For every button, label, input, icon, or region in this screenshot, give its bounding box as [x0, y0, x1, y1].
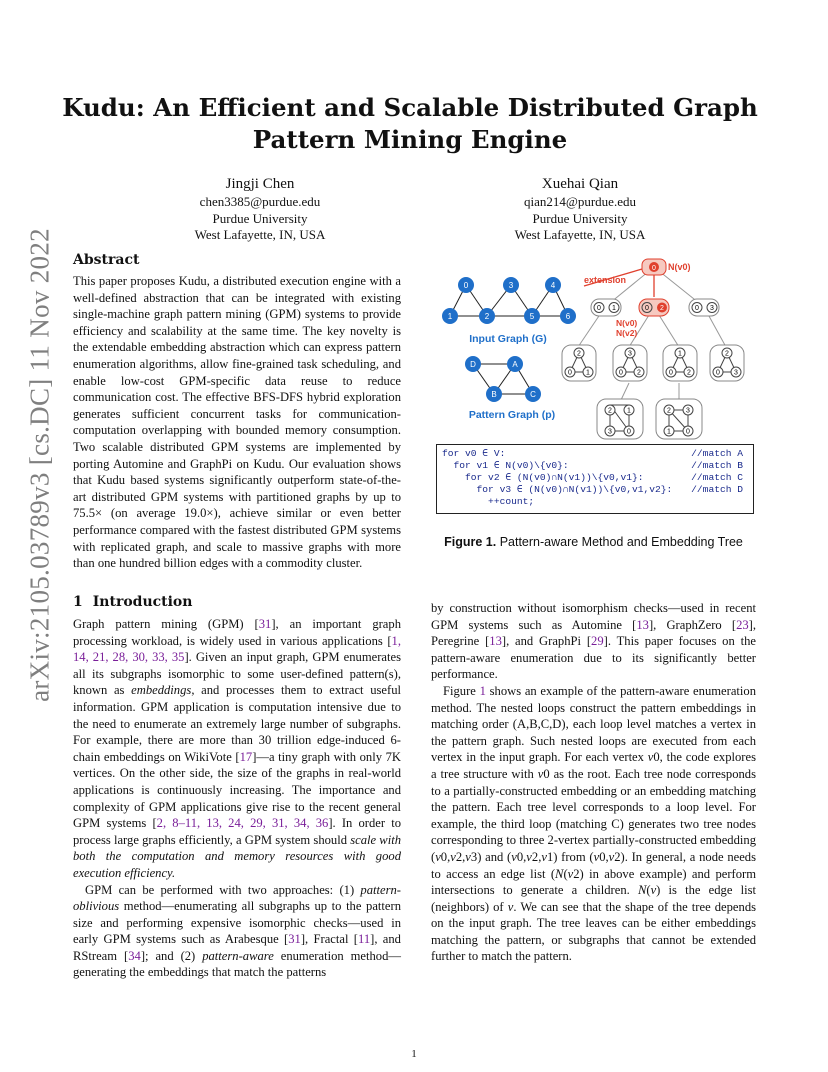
- tree-node: [663, 345, 697, 381]
- tree-node-label: 0: [695, 305, 699, 312]
- pattern-node-label: D: [470, 360, 476, 369]
- author-location: West Lafayette, IN, USA: [194, 227, 326, 242]
- tree-node-label: 2: [725, 350, 729, 358]
- tree-node: [710, 345, 744, 381]
- code-line: ++count;: [442, 496, 535, 507]
- page-number: 1: [411, 1048, 417, 1060]
- citation-link[interactable]: 34: [128, 948, 141, 963]
- tree-level-3: [562, 345, 744, 381]
- tree-node-label: 2: [667, 407, 671, 415]
- intro-paragraph: Graph pattern mining (GPM) [31], an important graph processing workload, is widely used in various applications [1, 14, 21, 28, 30, 33, 35]. Given an input graph, GPM enumerates all its subgraphs isomorphic to some user-defined pattern(s), known as embeddings, and processes them to extract useful information. GPM application is computation intensive due to the need to enumerate an extremely large number of subgraphs. For example, there are more than 30 trillion edge-induced 6-chain embeddings on WikiVote [17]—a tiny graph with only 7K vertices. On the other side, the size of the graphs in real-world applications is continuously increasing. The importance and complexity of GPM applications give rise to the recent general GPM systems [2, 8–11, 13, 24, 29, 31, 34, 36]. In order to process large graphs efficiently, a GPM system should scale with both the computation and memory resources with good execution efficiency.: [73, 617, 402, 880]
- tree-node-label: 0: [645, 305, 649, 312]
- pattern-graph: [465, 356, 541, 402]
- tree-level-2: [591, 299, 719, 338]
- tree-node-label: 0: [627, 428, 631, 436]
- tree-node-label: 3: [734, 369, 738, 377]
- tree-level-4: [597, 399, 702, 439]
- tree-node-label: 3: [628, 350, 632, 358]
- tree-node-label: 3: [710, 305, 714, 312]
- arxiv-stamp: arXiv:2105.03789v3 [cs.DC] 11 Nov 2022: [24, 228, 55, 702]
- citation-link[interactable]: 13: [489, 634, 502, 649]
- figure-link[interactable]: 1: [479, 683, 486, 698]
- tree-node-label: 2: [660, 305, 664, 312]
- tree-node-label: 2: [687, 369, 691, 377]
- section-heading: [73, 594, 192, 610]
- tree-node: [656, 399, 702, 439]
- graph-node-label: 5: [529, 312, 535, 321]
- figure-caption-label: Figure 1.: [444, 535, 497, 549]
- tree-node-label: 3: [686, 407, 690, 415]
- tree-node-label: 1: [627, 407, 631, 415]
- author-name: Jingji Chen: [225, 176, 295, 192]
- figure-caption: [431, 535, 756, 549]
- author-email: qian214@purdue.edu: [524, 194, 636, 209]
- nv0-label: N(v0): [616, 318, 638, 328]
- citation-link[interactable]: 29: [591, 634, 604, 649]
- tree-node-label: 0: [669, 369, 673, 377]
- tree-node: [562, 345, 596, 381]
- tree-node-label: 0: [652, 265, 656, 272]
- abstract-body: This paper proposes Kudu, a distributed execution engine with a well-defined abstraction that can be integrated with existing single-machine graph pattern mining (GPM) systems to provide efficiency and scalability at the same time. The key novelty is the extendable embedding abstraction which can express pattern enumeration algorithms, allow fine-grained task scheduling, and enable low-cost GPM-specific data reuse to reduce communication cost. The effective BFS-DFS hybrid exploration generates sufficient concurrent tasks for communication-computation overlapping with bounded memory consumption. Two scalable distributed GPM systems are implemented by porting Automine and GraphPi on Kudu. Our evaluation shows that Kudu based systems significantly outperform state-of-the-art distributed GPM systems with partitioned graphs by up to 75.5× (on average 19.0×), achieve similar or even better performance compared with the fastest distributed GPM systems with replicated graph, and scale to massive graphs with more than one hundred billion edges with a commodity cluster.: [73, 274, 401, 571]
- author-affiliation: Purdue University: [212, 210, 308, 226]
- citation-link[interactable]: 11: [357, 932, 371, 947]
- tree-node-label: 2: [637, 369, 641, 377]
- code-line: for v1 ∈ N(v0)\{v0}: //match B: [442, 460, 743, 471]
- graph-node-label: 6: [565, 312, 571, 321]
- tree-edges: [578, 267, 726, 400]
- graph-node-label: 3: [508, 281, 514, 290]
- pattern-node-label: A: [512, 360, 518, 369]
- citation-link[interactable]: 2, 8–11, 13, 24, 29, 31, 34, 36: [156, 816, 329, 831]
- pattern-graph-label: Pattern Graph (p): [468, 409, 556, 421]
- citation-link[interactable]: 31: [258, 617, 272, 631]
- section-title: Introduction: [92, 594, 193, 610]
- paper-title: Kudu: An Efficient and Scalable Distributed Graph Pattern Mining Engine: [62, 93, 758, 154]
- pattern-node-label: B: [491, 390, 497, 399]
- tree-node-label: 1: [612, 305, 616, 312]
- figure-caption-text: Pattern-aware Method and Embedding Tree: [499, 535, 743, 549]
- tree-node-label: 0: [597, 305, 601, 312]
- tree-node-label: 1: [678, 350, 682, 358]
- citation-link[interactable]: 23: [736, 617, 749, 632]
- author-location: West Lafayette, IN, USA: [514, 227, 646, 242]
- intro-paragraph: by construction without isomorphism checks—used in recent GPM systems such as Automine [13], GraphZero [23], Peregrine [13], and GraphPi [29]. This paper focuses on the pattern-aware enumeration due to its significantly better performance.: [431, 601, 756, 682]
- nv2-label: N(v2): [616, 328, 638, 338]
- tree-node-label: 2: [577, 350, 581, 358]
- author-name: Xuehai Qian: [541, 176, 619, 192]
- tree-node-label: 0: [568, 369, 572, 377]
- citation-link[interactable]: 1, 14, 21, 28, 30, 33, 35: [73, 633, 401, 665]
- intro-paragraph: GPM can be performed with two approaches: (1) pattern-oblivious method—enumerating all subgraphs up to the pattern size and performing expensive isomorphic checks—used in early GPM systems such as Arabesque [31], Fractal [11], and RStream [34]; and (2) pattern-aware enumeration method—generating the embeddings that match the patterns: [73, 882, 401, 980]
- intro-column-right: [431, 600, 756, 965]
- tree-node-label: 0: [716, 369, 720, 377]
- tree-node-label: 1: [667, 428, 671, 436]
- code-line: for v3 ∈ (N(v0)∩N(v1))\{v0,v1,v2}: //match D: [442, 484, 743, 495]
- graph-node-label: 4: [550, 281, 556, 290]
- graph-node-label: 2: [484, 312, 490, 321]
- tree-node: [597, 399, 643, 439]
- root-label: N(v0): [668, 262, 691, 272]
- author-1: [130, 175, 390, 244]
- input-graph-label: Input Graph (G): [469, 333, 547, 345]
- graph-node-label: 1: [447, 312, 453, 321]
- author-email: chen3385@purdue.edu: [199, 194, 321, 209]
- code-listing: [436, 444, 754, 514]
- citation-link[interactable]: 31: [288, 932, 301, 947]
- author-affiliation: Purdue University: [532, 210, 628, 226]
- code-line: for v2 ∈ (N(v0)∩N(v1))\{v0,v1}: //match C: [442, 472, 743, 483]
- citation-link[interactable]: 17: [239, 749, 253, 764]
- tree-node-label: 2: [608, 407, 612, 415]
- graph-node-label: 0: [463, 281, 469, 290]
- intro-paragraph: Figure 1 shows an example of the pattern-aware enumeration method. The nested loops construct the pattern embeddings in matching order (A,B,C,D), each loop level matches a vertex in the pattern graph. Such nested loops are executed from each vertex in the input graph. For each vertex v0, the code explores a tree structure with v0 as the root. Each tree node corresponds to a partially-constructed embedding or an embedding matching the pattern. Each tree level corresponds to a loop level. For example, the third loop (matching C) generates two tree nodes corresponding to three 2-vertex partially-constructed embedding (v0,v2,v3) and (v0,v2,v1) from (v0,v2). In general, a node needs to access an edge list (N(v2) in above example) and perform intersections to generate a children. N(v) is the edge list (neighbors) of v. We can see that the shape of the tree depends on the input graph. The tree leaves can be either embeddings matching the pattern, or subgraphs that cannot be extended further to match the pattern.: [431, 683, 757, 964]
- pattern-node-label: C: [530, 390, 536, 399]
- tree-node: [613, 345, 647, 381]
- tree-node-label: 0: [686, 428, 690, 436]
- pattern-graph-edges: [473, 364, 533, 394]
- intro-column-left: [73, 616, 401, 981]
- code-line: for v0 ∈ V: //match A: [442, 448, 743, 459]
- input-graph: [442, 277, 576, 324]
- tree-node-label: 3: [608, 428, 612, 436]
- section-number: 1: [73, 594, 83, 610]
- citation-link[interactable]: 13: [636, 617, 649, 632]
- extension-label: extension: [584, 275, 627, 285]
- author-2: [450, 175, 710, 244]
- tree-node-label: 1: [586, 369, 590, 377]
- tree-node-label: 0: [619, 369, 623, 377]
- abstract-heading: Abstract: [73, 252, 140, 268]
